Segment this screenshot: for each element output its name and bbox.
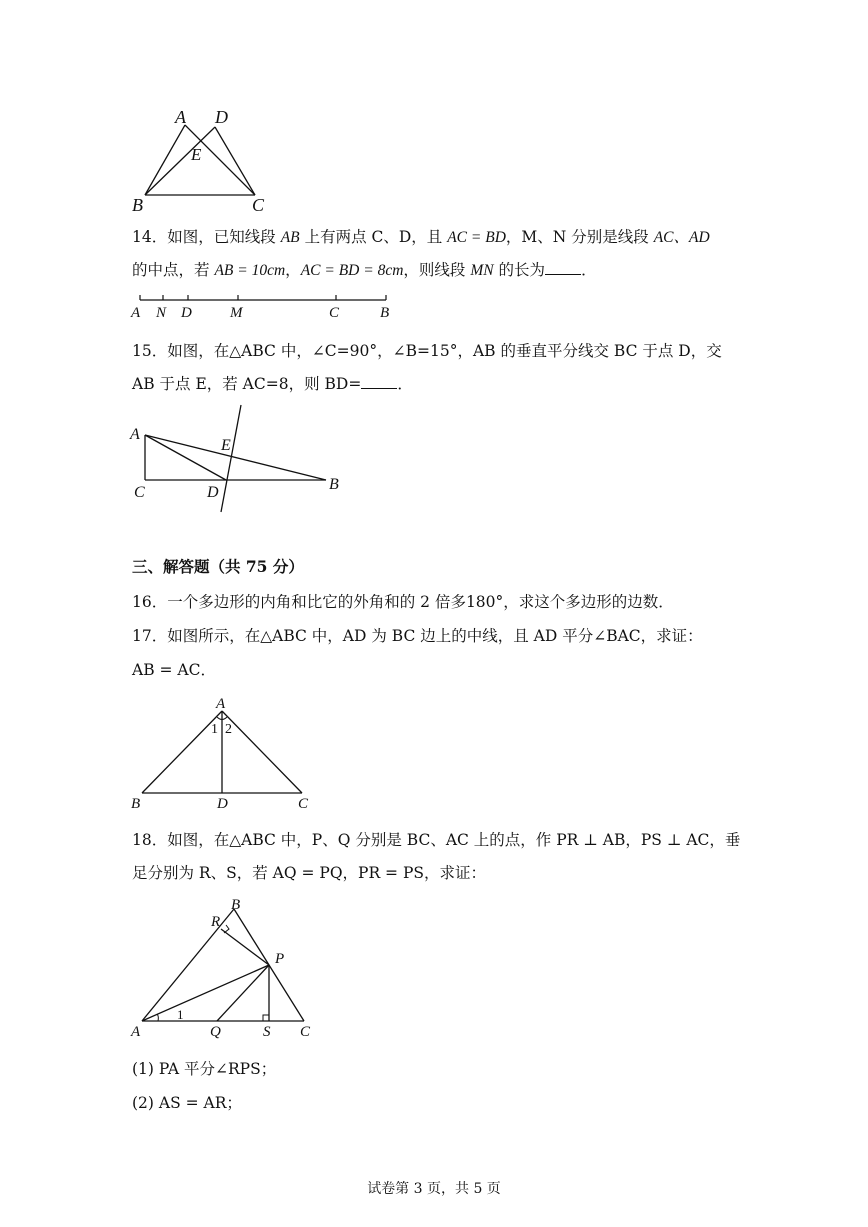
q18-label-Q: Q [210,1024,221,1040]
figure-q18 [128,895,328,1045]
q17-label-A: A [216,696,226,712]
q17-label-B: B [131,796,141,812]
q18-label-1: 1 [177,1007,184,1022]
q15-label-C: C [134,484,145,501]
fig13-label-D: D [215,107,228,127]
q14-label-C: C [329,305,340,321]
q18-label-P: P [275,951,285,967]
q15-label-E: E [221,437,231,454]
q14-label-N: N [156,305,167,321]
q17-label-1: 1 [211,722,218,737]
q18-label-A: A [131,1024,141,1040]
q18-sub1: (1) PA 平分∠RPS； [132,1060,277,1078]
q17-line1: 17．如图所示，在△ABC 中，AD 为 BC 边上的中线，且 AD 平分∠BAC，求证： [132,627,703,645]
q17-label-C: C [298,796,309,812]
q16-text: 16．一个多边形的内角和比它的外角和的 2 倍多180°，求这个多边形的边数． [132,593,674,611]
figure-q13 [125,105,285,220]
q14-label-A: A [131,305,141,321]
figure-q17 [128,695,328,815]
fig13-label-C: C [252,195,265,215]
q18-sub2: (2) AS = AR； [132,1094,242,1112]
fig13-label-A: A [175,107,186,127]
q15-label-B: B [329,476,339,493]
q14-line2: 的中点，若 AB = 10cm，AC = BD = 8cm，则线段 MN 的长为 ． [132,261,597,279]
figure-q14-segment [128,290,398,320]
q18-label-S: S [263,1024,271,1040]
fig13-label-E: E [191,145,202,164]
q14-label-M: M [230,305,243,321]
q14-label-D: D [181,305,192,321]
q15-line2: AB 于点 E，若 AC=8，则 BD= ． [132,375,413,393]
q17-label-2: 2 [225,722,232,737]
q15-line1: 15．如图，在△ABC 中，∠C=90°，∠B=15°，AB 的垂直平分线交 BC 于点 D，交 [132,342,722,360]
q18-label-B: B [231,897,241,913]
q14-line1: 14．如图，已知线段 AB 上有两点 C、D，且 AC = BD，M、N 分别是线段 AC、AD [132,228,710,246]
fig13-label-B: B [132,195,143,215]
q18-line1: 18．如图，在△ABC 中，P、Q 分别是 BC、AC 上的点，作 PR ⊥ AB，PS ⊥ AC，垂 [132,831,741,849]
q14-label-B: B [380,305,390,321]
answer-blank [361,374,397,389]
section-heading: 三、解答题（共 75 分） [132,557,304,576]
answer-blank [545,260,581,275]
q17-label-D: D [217,796,228,812]
page-footer: 试卷第 3 页，共 5 页 [367,1181,501,1197]
q18-label-C: C [300,1024,311,1040]
q17-line2: AB = AC． [132,661,216,679]
q15-label-A: A [130,426,140,443]
q18-label-R: R [211,914,221,930]
q15-label-D: D [207,484,219,501]
figure-q15 [128,400,358,515]
q18-line2: 足分别为 R、S，若 AQ = PQ，PR = PS，求证： [132,864,487,882]
